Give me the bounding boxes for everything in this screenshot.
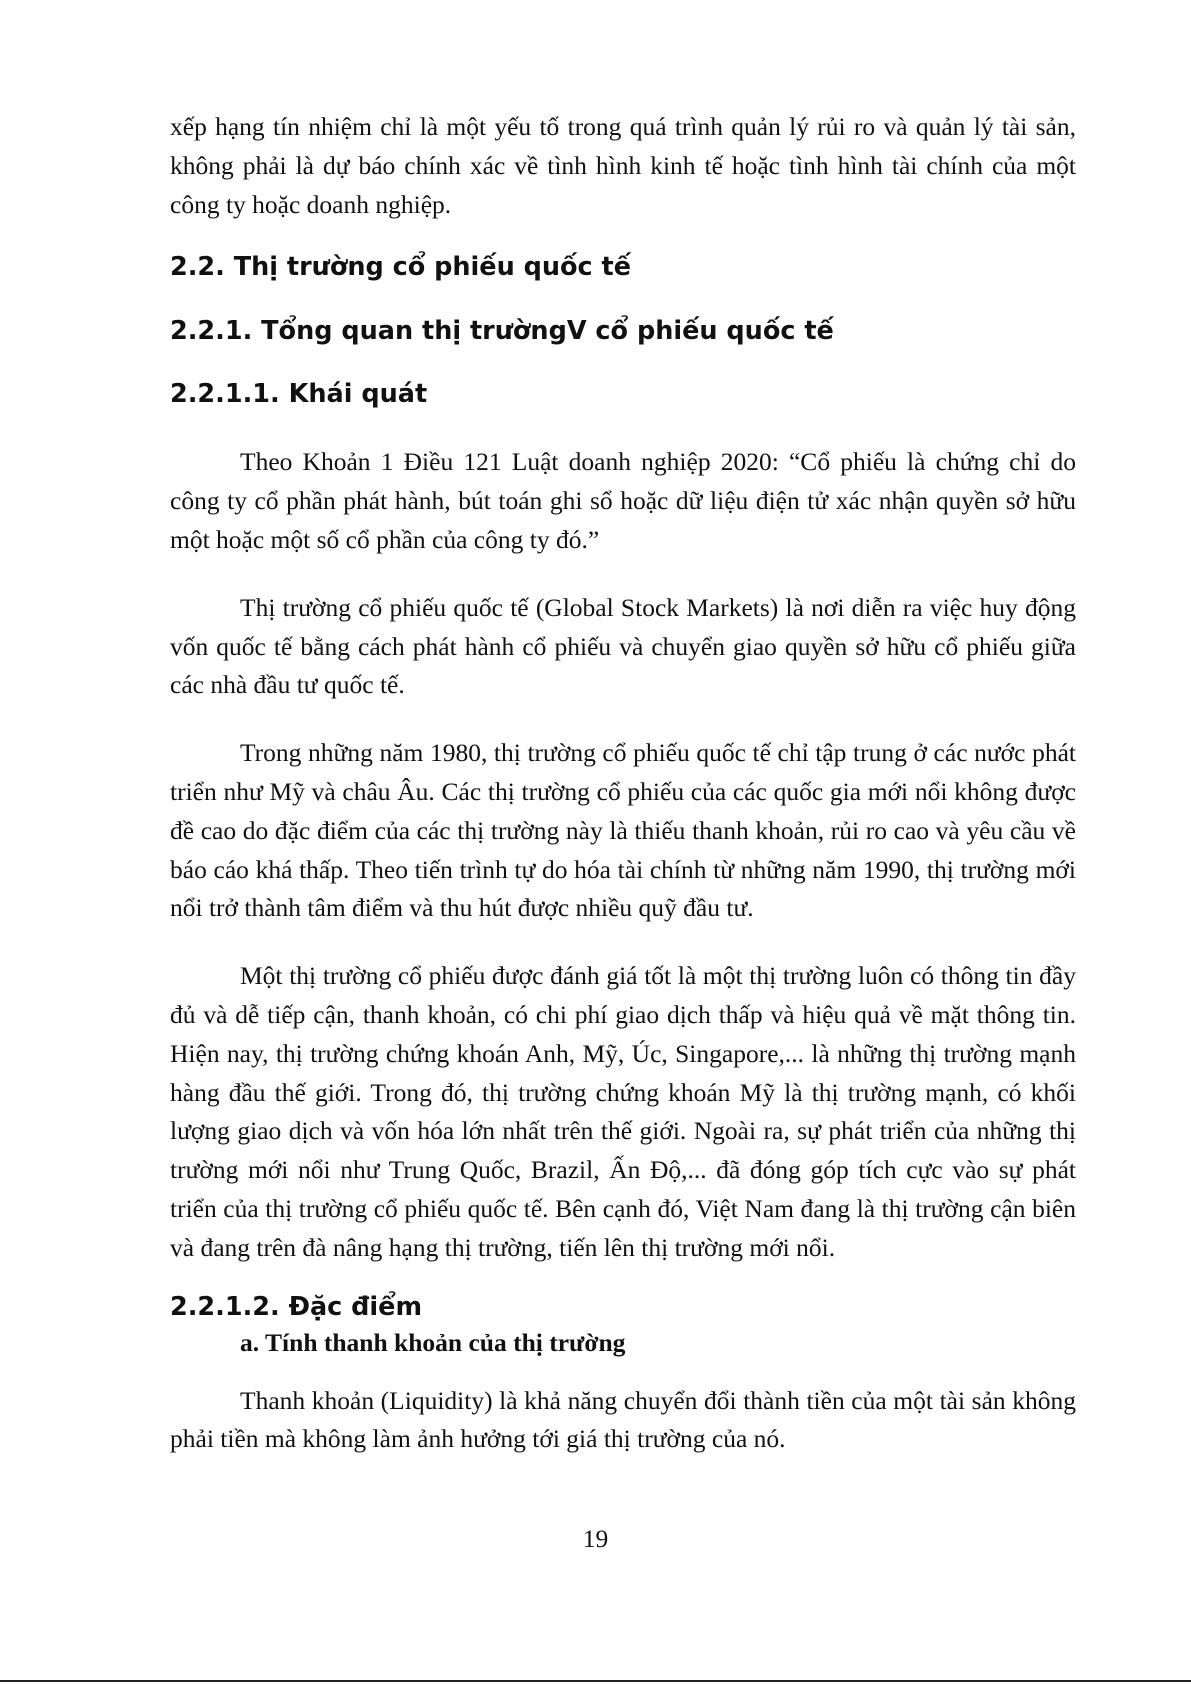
heading-2-2-1: 2.2.1. Tổng quan thị trườngV cổ phiếu quốc tế — [170, 316, 834, 347]
paragraph-history: Trong những năm 1980, thị trường cổ phiếu quốc tế chỉ tập trung ở các nước phát triển như Mỹ và châu Âu. Các thị trường cổ phiếu của các quốc gia mới nổi không được đề cao do đặc điểm của các thị trường này là thiếu thanh khoản, rủi ro cao và yêu cầu về báo cáo khá thấp. Theo tiến trình tự do hóa tài chính từ những năm 1990, thị trường mới nổi trở thành tâm điểm và thu hút được nhiều quỹ đầu tư. — [170, 738, 1076, 923]
heading-2-2-1-2: 2.2.1.2. Đặc điểm — [170, 1291, 423, 1322]
paragraph-definition: Theo Khoản 1 Điều 121 Luật doanh nghiệp 2020: “Cổ phiếu là chứng chỉ do công ty cổ phần phát hành, bút toán ghi sổ hoặc dữ liệu điện tử xác nhận quyền sở hữu một hoặc một số cổ phần của công ty đó.” — [170, 447, 1076, 554]
page-number: 19 — [582, 1524, 609, 1553]
heading-2-2: 2.2. Thị trường cổ phiếu quốc tế — [170, 252, 632, 283]
paragraph-intro: xếp hạng tín nhiệm chỉ là một yếu tố trong quá trình quản lý rủi ro và quản lý tài sản, không phải là dự báo chính xác về tình hình kinh tế hoặc tình hình tài chính của một công ty hoặc doanh nghiệp. — [170, 112, 1076, 219]
heading-2-2-1-1: 2.2.1.1. Khái quát — [170, 379, 428, 410]
page-content — [170, 108, 1076, 1459]
bottom-edge-rule — [0, 1680, 1191, 1682]
subheading-a-liquidity: a. Tính thanh khoản của thị trường — [240, 1327, 626, 1357]
paragraph-liquidity: Thanh khoản (Liquidity) là khả năng chuyển đổi thành tiền của một tài sản không phải tiền mà không làm ảnh hưởng tới giá thị trường của nó. — [170, 1385, 1076, 1454]
paragraph-global-market: Thị trường cổ phiếu quốc tế (Global Stock Markets) là nơi diễn ra việc huy động vốn quốc tế bằng cách phát hành cổ phiếu và chuyển giao quyền sở hữu cổ phiếu giữa các nhà đầu tư quốc tế. — [170, 592, 1076, 700]
paragraph-good-market: Một thị trường cổ phiếu được đánh giá tốt là một thị trường luôn có thông tin đầy đủ và dễ tiếp cận, thanh khoản, có chi phí giao dịch thấp và hiệu quả về mặt thông tin. Hiện nay, thị trường chứng khoán Anh, Mỹ, Úc, Singapore,... là những thị trường mạnh hàng đầu thế giới. Trong đó, thị trường chứng khoán Mỹ là thị trường mạnh, có khối lượng giao dịch và vốn hóa lớn nhất trên thế giới. Ngoài ra, sự phát triển của những thị trường mới nổi như Trung Quốc, Brazil, Ấn Độ,... đã đóng góp tích cực vào sự phát triển của thị trường cổ phiếu quốc tế. Bên cạnh đó, Việt Nam đang là thị trường cận biên và đang trên đà nâng hạng thị trường, tiến lên thị trường mới nổi. — [170, 961, 1076, 1262]
